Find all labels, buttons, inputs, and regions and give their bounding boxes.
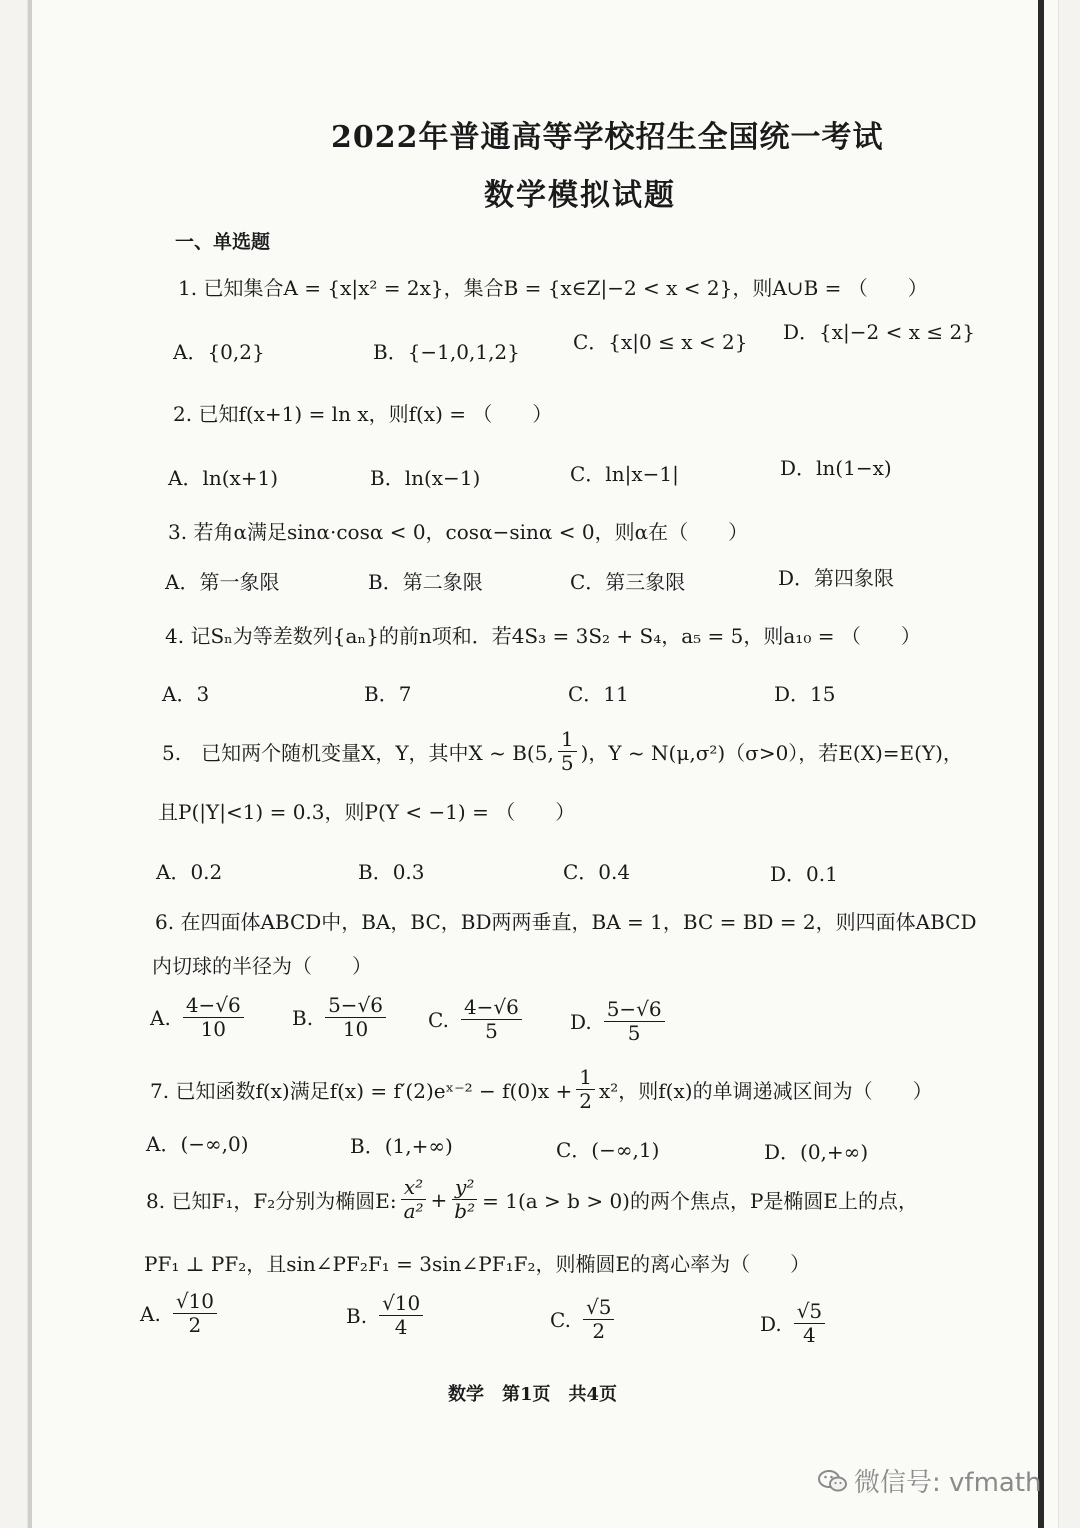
q8-fraction-y [451, 1176, 478, 1223]
page-edge-right [1038, 0, 1044, 1528]
q6-c-numerator: 4−√6 [461, 996, 522, 1020]
watermark [818, 1462, 1042, 1499]
q1-option-d: D．{x|−2 < x ≤ 2} [783, 320, 975, 344]
q8-option-d-fraction [794, 1300, 825, 1347]
q8-frac1-numerator: x² [401, 1176, 426, 1200]
question-4-stem: 4. 记Sₙ为等差数列{aₙ}的前n项和．若4S₃ = 3S₂ + S₄，a₅ = 5，则a₁₀ = （ ） [165, 624, 921, 648]
q5-option-c: C．0.4 [563, 860, 631, 884]
q1-option-a: A．{0,2} [173, 340, 265, 364]
q6-b-denominator: 10 [342, 1017, 369, 1041]
question-6-stem-line2: 内切球的半径为（ ） [152, 954, 372, 978]
q5-fraction [558, 728, 577, 775]
q6-d-denominator: 5 [627, 1021, 641, 1045]
q8-c-denominator: 2 [592, 1319, 606, 1343]
q7-fraction-denominator: 2 [579, 1089, 592, 1113]
question-5-stem [162, 728, 963, 775]
question-5-stem-line2: 且P(|Y|<1) = 0.3，则P(Y < −1) = （ ） [158, 800, 576, 824]
q2-option-a: A．ln(x+1) [168, 466, 279, 490]
q5-fraction-numerator: 1 [558, 728, 577, 752]
q8-option-b [346, 1292, 427, 1339]
q6-option-c-label: C. [428, 1007, 449, 1032]
q5-stem-part-a: 5. 已知两个随机变量X，Y，其中X ~ B(5, [162, 741, 554, 765]
q6-a-denominator: 10 [200, 1017, 227, 1041]
q6-option-b-fraction [325, 994, 386, 1041]
q8-frac2-denominator: b² [454, 1199, 476, 1223]
q6-option-a-fraction [183, 994, 244, 1041]
q8-b-denominator: 4 [394, 1315, 408, 1339]
q7-fraction-numerator: 1 [576, 1066, 595, 1090]
q8-stem-part-a: 8. 已知F₁，F₂分别为椭圆E: [146, 1189, 397, 1213]
q8-stem-plus: + [430, 1187, 448, 1212]
q6-option-d [570, 998, 669, 1045]
q7-option-d: D．(0,+∞) [764, 1140, 869, 1164]
q8-option-d-label: D. [760, 1311, 782, 1336]
q2-option-d: D．ln(1−x) [780, 456, 892, 480]
q8-a-denominator: 2 [188, 1313, 202, 1337]
q8-option-c-label: C. [550, 1307, 571, 1332]
q6-c-denominator: 5 [485, 1019, 498, 1043]
q6-b-numerator: 5−√6 [325, 994, 386, 1018]
q8-option-a-label: A. [140, 1301, 161, 1326]
q8-frac1-denominator: a² [403, 1199, 424, 1223]
q6-option-d-label: D. [570, 1009, 592, 1034]
q5-stem-part-b: )，Y ~ N(μ,σ²)（σ>0），若E(X)=E(Y)， [580, 741, 963, 765]
q6-option-d-fraction [604, 998, 665, 1045]
q8-option-a-fraction [173, 1290, 217, 1337]
q8-option-c-fraction [583, 1296, 614, 1343]
q6-option-c [428, 996, 526, 1043]
q8-d-denominator: 4 [803, 1323, 816, 1347]
q7-stem-part-a: 7. 已知函数f(x)满足f(x) = f′(2)eˣ⁻² − f(0)x + [150, 1079, 573, 1103]
page-footer: 数学 第1页 共4页 [448, 1384, 618, 1405]
q8-d-numerator: √5 [794, 1300, 825, 1324]
q3-option-b: B．第二象限 [368, 570, 483, 594]
q6-a-numerator: 4−√6 [183, 994, 244, 1018]
q6-d-numerator: 5−√6 [604, 998, 665, 1022]
q6-option-a [150, 994, 248, 1041]
q4-option-d: D．15 [774, 682, 836, 706]
q6-option-c-fraction [461, 996, 522, 1043]
q8-stem-part-b: = 1(a > b > 0)的两个焦点，P是椭圆E上的点， [482, 1189, 919, 1213]
question-7-stem [150, 1066, 933, 1113]
q1-option-b: B．{−1,0,1,2} [373, 340, 520, 364]
wechat-icon [818, 1469, 848, 1493]
q1-option-c: C．{x|0 ≤ x < 2} [573, 330, 748, 354]
q8-a-numerator: √10 [173, 1290, 217, 1314]
exam-page [28, 0, 1058, 1528]
q6-option-a-label: A. [150, 1005, 171, 1030]
q7-option-b: B．(1,+∞) [350, 1134, 453, 1158]
question-8-stem [146, 1176, 918, 1223]
exam-subtitle: 数学模拟试题 [484, 178, 676, 213]
q8-option-d [760, 1300, 829, 1347]
question-1-stem: 1. 已知集合A = {x|x² = 2x}，集合B = {x∈Z|−2 < x < 2}，则A∪B = （ ） [178, 276, 928, 300]
page-edge-left [28, 0, 32, 1528]
q7-stem-part-b: x²，则f(x)的单调递减区间为（ ） [598, 1079, 933, 1103]
question-3-stem: 3. 若角α满足sinα·cosα < 0，cosα−sinα < 0，则α在（ ） [168, 520, 749, 544]
section-heading: 一、单选题 [175, 231, 271, 253]
q3-option-a: A．第一象限 [165, 570, 280, 594]
q2-option-b: B．ln(x−1) [370, 466, 481, 490]
q8-option-a [140, 1290, 221, 1337]
q6-option-b-label: B. [292, 1005, 314, 1030]
q4-option-a: A．3 [162, 682, 210, 706]
q7-option-c: C．(−∞,1) [556, 1138, 660, 1162]
q8-fraction-x [401, 1176, 427, 1223]
q8-option-c [550, 1296, 618, 1343]
q8-c-numerator: √5 [583, 1296, 614, 1320]
q3-option-d: D．第四象限 [778, 566, 895, 590]
question-6-stem: 6. 在四面体ABCD中，BA，BC，BD两两垂直，BA = 1，BC = BD = 2，则四面体ABCD [155, 910, 977, 934]
q8-option-b-label: B. [346, 1303, 368, 1328]
q5-option-a: A．0.2 [156, 860, 223, 884]
q8-frac2-numerator: y² [452, 1176, 477, 1200]
q5-option-d: D．0.1 [770, 862, 838, 886]
q5-fraction-denominator: 5 [560, 751, 574, 775]
question-2-stem: 2. 已知f(x+1) = ln x，则f(x) = （ ） [173, 402, 553, 426]
q8-b-numerator: √10 [379, 1292, 423, 1316]
q5-option-b: B．0.3 [358, 860, 425, 884]
q8-option-b-fraction [379, 1292, 423, 1339]
q4-option-b: B．7 [364, 682, 412, 706]
q4-option-c: C．11 [568, 682, 629, 706]
q6-option-b [292, 994, 390, 1041]
q2-option-c: C．ln|x−1| [570, 462, 679, 486]
q3-option-c: C．第三象限 [570, 570, 686, 594]
q7-fraction [576, 1066, 595, 1113]
watermark-text: 微信号: vfmath [854, 1468, 1042, 1498]
q7-option-a: A．(−∞,0) [146, 1132, 249, 1156]
exam-title: 2022年普通高等学校招生全国统一考试 [331, 120, 884, 155]
question-8-stem-line2: PF₁ ⊥ PF₂，且sin∠PF₂F₁ = 3sin∠PF₁F₂，则椭圆E的离心率为（ ） [144, 1252, 811, 1276]
